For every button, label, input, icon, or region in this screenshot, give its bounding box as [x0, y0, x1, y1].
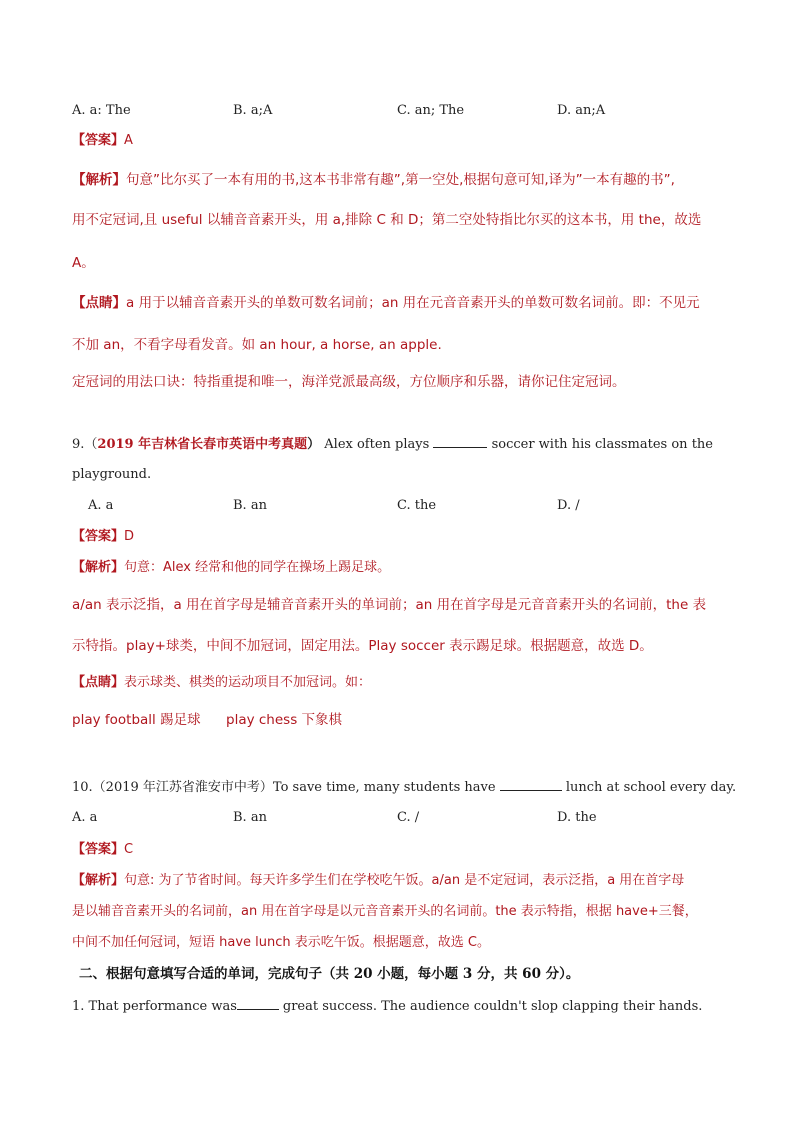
- tip-text: a 用于以辅音音素开头的单数可数名词前；an 用在元音音素开头的单数可数名词前。即：不见元: [126, 295, 700, 311]
- answer-tag: 【答案】: [72, 529, 125, 544]
- section-2-q1: [72, 998, 702, 1015]
- q10-analysis-line-2: 是以辅音音素开头的名词前，an 用在首字母是以元音音素开头的名词前。the 表示特指，根据 have+三餐，: [72, 904, 698, 919]
- q9-option-c: C. the: [397, 498, 437, 513]
- q9-example-1: play football 踢足球: [72, 712, 201, 728]
- q9-analysis-line-3: 示特指。play+球类，中间不加冠词，固定用法。Play soccer 表示踢足球。根据题意，故选 D。: [72, 638, 653, 654]
- q9-number: 9.（: [72, 437, 98, 452]
- q10-option-c: C. /: [397, 810, 420, 825]
- analysis-text: 句意：Alex 经常和他的同学在操场上踢足球。: [124, 560, 391, 575]
- analysis-tag: 【解析】: [72, 873, 125, 888]
- q9-option-b: B. an: [233, 498, 267, 513]
- q9-option-d: D. /: [557, 498, 580, 513]
- q9-stem-before: Alex often plays: [324, 437, 430, 452]
- section-2-heading: 二、根据句意填写合适的单词，完成句子（共 20 小题，每小题 3 分，共 60 分）。: [79, 966, 580, 982]
- q8-analysis-line-3: A。: [72, 255, 95, 271]
- tip-tag: 【点睛】: [72, 295, 126, 311]
- q8-analysis-line-1: [72, 172, 675, 188]
- q10-option-d: D. the: [557, 810, 597, 825]
- q8-option-a: A. a: The: [72, 103, 131, 118]
- q9-answer: [72, 529, 134, 545]
- q9-source-close: ）: [307, 437, 321, 452]
- q10-option-a: A. a: [72, 810, 98, 825]
- answer-value: D: [124, 529, 135, 544]
- q10-analysis-line-3: 中间不加任何冠词，短语 have lunch 表示吃午饭。根据题意，故选 C。: [72, 935, 490, 950]
- q10-analysis-line-1: [72, 873, 684, 889]
- answer-value: C: [124, 842, 134, 857]
- q8-option-b: B. a;A: [233, 103, 273, 118]
- q9-stem-line-1: [72, 436, 713, 453]
- q10-answer: [72, 842, 133, 858]
- analysis-text: 句意: 为了节省时间。每天许多学生们在学校吃午饭。a/an 是不定冠词，表示泛指，a 用在首字母: [124, 873, 685, 888]
- answer-tag: 【答案】: [72, 133, 125, 148]
- q8-answer: [72, 133, 133, 149]
- q8-option-d: D. an;A: [557, 103, 606, 118]
- q9-analysis-line-2: a/an 表示泛指，a 用在首字母是辅音音素开头的单词前；an 用在首字母是元音音素开头的名词前，the 表: [72, 597, 707, 613]
- q8-tip-line-1: [72, 295, 700, 311]
- q10-stem-after: lunch at school every day.: [565, 780, 737, 795]
- q9-example-2: play chess 下象棋: [226, 712, 343, 728]
- q9-tip-line-1: [72, 675, 371, 691]
- analysis-text: 句意”比尔买了一本有用的书,这本书非常有趣”,第一空处,根据句意可知,译为”一本有趣的书”,: [126, 172, 675, 188]
- answer-tag: 【答案】: [72, 842, 125, 857]
- q10-stem: [72, 779, 736, 796]
- q8-tip-line-2: 不加 an，不看字母看发音。如 an hour, a horse, an apple.: [72, 337, 442, 353]
- q10-number: 10.（2019 年江苏省淮安市中考）: [72, 780, 273, 795]
- s2q1-after: great success. The audience couldn't slop clapping their hands.: [282, 999, 703, 1014]
- q8-option-c: C. an; The: [397, 103, 465, 118]
- q9-stem-line-2: playground.: [72, 467, 152, 482]
- tip-text: 表示球类、棋类的运动项目不加冠词。如：: [124, 675, 372, 690]
- answer-value: A: [124, 133, 133, 148]
- q10-answer-blank[interactable]: [500, 779, 562, 791]
- q8-analysis-line-2: 用不定冠词,且 useful 以辅音音素开头，用 a,排除 C 和 D；第二空处特指比尔买的这本书，用 the，故选: [72, 212, 702, 228]
- q9-stem-after: soccer with his classmates on the: [491, 437, 713, 452]
- analysis-tag: 【解析】: [72, 172, 126, 188]
- s2q1-before: 1. That performance was: [72, 999, 237, 1014]
- analysis-tag: 【解析】: [72, 560, 125, 575]
- tip-tag: 【点睛】: [72, 675, 125, 690]
- q10-option-b: B. an: [233, 810, 267, 825]
- q10-stem-before: To save time, many students have: [272, 780, 496, 795]
- q9-option-a: A. a: [88, 498, 114, 513]
- s2q1-answer-blank[interactable]: [237, 998, 279, 1010]
- q9-answer-blank[interactable]: [433, 436, 487, 448]
- q9-source: 2019 年吉林省长春市英语中考真题: [97, 437, 308, 452]
- q8-tip-line-3: 定冠词的用法口诀：特指重提和唯一，海洋党派最高级，方位顺序和乐器，请你记住定冠词。: [72, 374, 626, 390]
- q9-analysis-line-1: [72, 560, 390, 576]
